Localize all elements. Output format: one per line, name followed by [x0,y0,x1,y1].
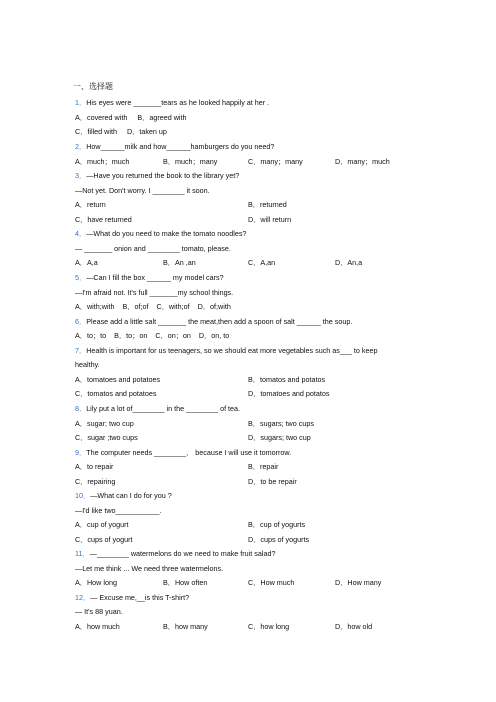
option-b[interactable]: B．agreed with [137,113,187,122]
question-text: Lily put a lot of________ in the ________ of tea. [86,404,241,413]
question-number: 5． [75,273,87,282]
option-c[interactable]: C．cups of yogurt [75,535,133,544]
option-c[interactable]: C．filled with [75,127,117,136]
question-7 [75,346,377,355]
question-12 [75,593,189,602]
option-c[interactable]: C．tomatos and potatoes [75,389,157,398]
option-c[interactable]: C．How much [248,578,295,587]
question-number: 11． [75,549,90,558]
question-text: Health is important for us teenagers, so we should eat more vegetables such as___ to keep [86,346,378,355]
question-9 [75,448,291,457]
option-d[interactable]: D．How many [335,578,382,587]
question-11 [75,549,275,558]
option-c[interactable]: C．repairing [75,477,116,486]
question-number: 4． [75,229,87,238]
option-b[interactable]: B．of;of [122,302,149,311]
question-text: —What can I do for you ? [90,491,172,500]
option-a[interactable]: A．much；much [75,157,130,166]
option-b[interactable]: B．much；many [163,157,218,166]
question-number: 7． [75,346,87,355]
question-text: Please add a little salt _______ the meat,then add a spoon of salt ______ the soup. [86,317,353,326]
question-line: —I'd like two___________. [75,506,162,515]
option-a[interactable]: A．cup of yogurt [75,520,129,529]
option-a[interactable]: A．How long [75,578,117,587]
question-text: —What do you need to make the tomato noodles? [86,229,247,238]
option-c[interactable]: C．how long [248,622,290,631]
question-2 [75,142,274,151]
question-4 [75,229,246,238]
option-d[interactable]: D．will return [248,215,292,224]
question-3 [75,171,239,180]
option-b[interactable]: B．tomatos and potatos [248,375,326,384]
question-line: —Let me think ... We need three watermelons. [75,564,224,573]
option-c[interactable]: C．A,an [248,258,276,267]
options-row [75,113,186,122]
question-line: healthy. [75,360,100,369]
question-line: — _______ onion and ________ tomato, please. [75,244,231,253]
question-10 [75,491,172,500]
question-line: — It's 88 yuan. [75,607,123,616]
option-d[interactable]: D．An,a [335,258,363,267]
option-b[interactable]: B．How often [163,578,208,587]
question-line: —I'm afraid not. It's full _______my school things. [75,288,234,297]
question-number: 12． [75,593,91,602]
option-a[interactable]: A．tomatoes and potatoes [75,375,161,384]
option-a[interactable]: A．how much [75,622,120,631]
options-row [75,331,229,340]
question-5 [75,273,224,282]
option-a[interactable]: A．sugar; two cup [75,419,134,428]
option-d[interactable]: D．sugars; two cup [248,433,311,442]
option-c[interactable]: C．sugar ;two cups [75,433,138,442]
option-d[interactable]: D．how old [335,622,373,631]
options-row [75,302,231,311]
question-number: 1． [75,98,87,107]
option-a[interactable]: A．covered with [75,113,128,122]
option-b[interactable]: B．returned [248,200,287,209]
question-text: The computer needs ________, because I will use it tomorrow. [86,448,292,457]
option-d[interactable]: D．many；much [335,157,390,166]
question-1 [75,98,269,107]
question-number: 10． [75,491,91,500]
question-text: —Have you returned the book to the library yet? [86,171,240,180]
question-8 [75,404,240,413]
option-a[interactable]: A．to repair [75,462,114,471]
question-number: 2． [75,142,87,151]
option-a[interactable]: A．with;with [75,302,115,311]
question-text: How______milk and how______hamburgers do you need? [86,142,275,151]
question-number: 8． [75,404,87,413]
section-title: 一、选择题 [73,82,113,91]
option-c[interactable]: C．many；many [248,157,303,166]
option-d[interactable]: D．taken up [126,127,167,136]
option-c[interactable]: C．with;of [156,302,190,311]
option-a[interactable]: A．to；to [75,331,107,340]
option-a[interactable]: A．return [75,200,106,209]
question-text: — Excuse me,__is this T-shirt? [90,593,190,602]
option-b[interactable]: B．how many [163,622,208,631]
question-number: 9． [75,448,87,457]
option-c[interactable]: C．have returned [75,215,132,224]
question-number: 3． [75,171,87,180]
question-line: —Not yet. Don't worry. I ________ it soon. [75,186,210,195]
question-number: 6． [75,317,87,326]
option-d[interactable]: D．to be repair [248,477,297,486]
option-b[interactable]: B．cup of yogurts [248,520,306,529]
option-d[interactable]: D．of;with [197,302,231,311]
option-b[interactable]: B．to；on [114,331,148,340]
option-b[interactable]: B．An ,an [163,258,196,267]
question-text: —Can I fill the box ______ my model cars? [86,273,224,282]
option-c[interactable]: C．on；on [155,331,191,340]
option-d[interactable]: D．tomatoes and potatos [248,389,330,398]
option-d[interactable]: D．cups of yogurts [248,535,310,544]
option-b[interactable]: B．sugars; two cups [248,419,314,428]
option-d[interactable]: D．on, to [198,331,230,340]
option-b[interactable]: B．repair [248,462,279,471]
options-row [75,127,167,136]
question-text: His eyes were _______tears as he looked happily at her . [86,98,270,107]
option-a[interactable]: A．A,a [75,258,98,267]
question-text: —________ watermelons do we need to make fruit salad? [89,549,276,558]
question-6 [75,317,352,326]
